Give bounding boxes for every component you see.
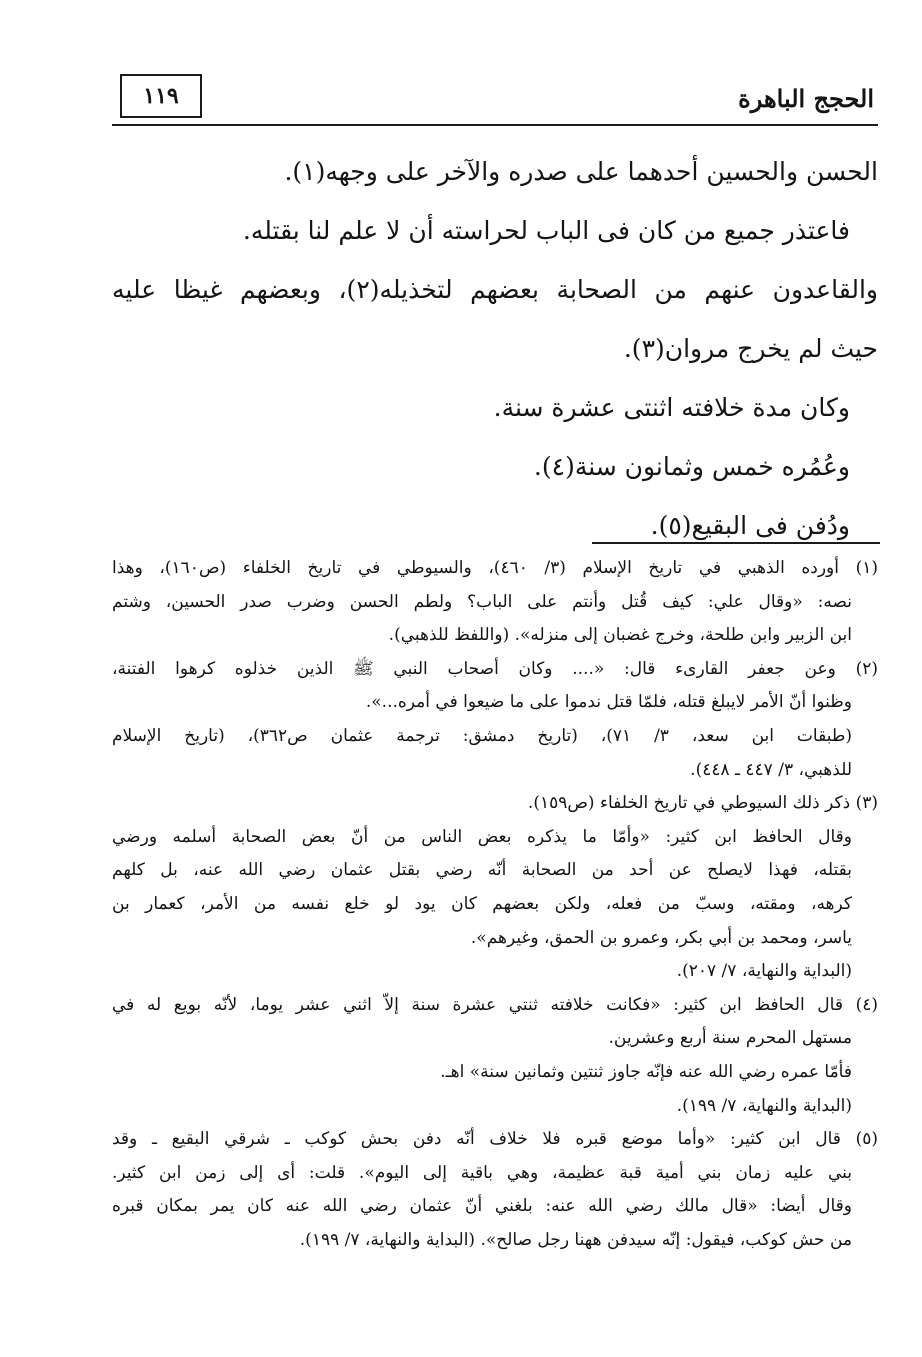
header-rule: [112, 124, 878, 126]
footnote-line: (١) أورده الذهبي في تاريخ الإسلام (٣/ ٤٦٠)، والسيوطي في تاريخ الخلفاء (ص١٦٠)، وهذا: [112, 558, 878, 578]
footnote-line: وقال أيضا: «قال مالك رضي الله عنه: بلغني أنّ عثمان رضي الله عنه كان يمر بمكان قبره: [112, 1196, 852, 1217]
footnote-line: كرهه، ومقته، وسبّ من فعله، ولكن بعضهم كان يود لو خلع نفسه من الأمر، كعمار بن: [112, 893, 852, 914]
footnote-separator: [592, 542, 880, 544]
footnote-line: مستهل المحرم سنة أربع وعشرين.: [608, 1028, 852, 1049]
footnote-line: (٢) وعن جعفر القارىء قال: «.... وكان أصحاب النبي ﷺ الذين خذلوه كرهوا الفتنة،: [112, 658, 878, 679]
footnote-line: (البداية والنهاية، ٧/ ٢٠٧).: [676, 961, 852, 982]
footnote-line: من حش كوكب، فيقول: إنّه سيدفن ههنا رجل صالح». (البداية والنهاية، ٧/ ١٩٩).: [299, 1229, 852, 1250]
footnote-line: بقتله، فهذا لايصلح عن أحد من الصحابة أنّه رضي بقتل عثمان رضي الله عنه، بل كلهم: [112, 860, 852, 881]
main-line: فاعتذر جميع من كان فى الباب لحراسته أن لا علم لنا بقتله.: [242, 216, 850, 245]
main-text: [112, 142, 878, 555]
page-header: [112, 70, 878, 126]
footnotes: [112, 552, 878, 1257]
main-line: والقاعدون عنهم من الصحابة بعضهم لتخذيله(٢)، وبعضهم غيظا عليه: [112, 275, 878, 304]
footnote-line: وقال الحافظ ابن كثير: «وأمّا ما يذكره بعض الناس من أنّ بعض الصحابة أسلمه ورضي: [112, 826, 852, 847]
running-title: الحجج الباهرة: [738, 84, 874, 113]
footnote-line: (٥) قال ابن كثير: «وأما موضع قبره فلا خلاف أنّه دفن بحش كوكب ـ شرقي البقيع ـ وقد: [112, 1129, 878, 1150]
main-line: حيث لم يخرج مروان(٣).: [623, 334, 878, 363]
footnote-line: فأمّا عمره رضي الله عنه فإنّه جاوز ثنتين وثمانين سنة» اهـ.: [440, 1061, 852, 1082]
main-line: ودُفن فى البقيع(٥).: [650, 511, 850, 540]
footnote-line: (طبقات ابن سعد، ٣/ ٧١)، (تاريخ دمشق: ترجمة عثمان ص٣٦٢)، (تاريخ الإسلام: [112, 725, 852, 746]
footnote-line: (٤) قال الحافظ ابن كثير: «فكانت خلافته ثنتي عشرة سنة إلاّ اثني عشر يوما، لأنّه بويع له في: [112, 994, 878, 1015]
footnote-line: ابن الزبير وابن طلحة، وخرج غضبان إلى منزله». (واللفظ للذهبي).: [388, 625, 852, 646]
footnote-line: للذهبي، ٣/ ٤٤٧ ـ ٤٤٨).: [690, 759, 852, 780]
page-number: ١١٩: [120, 74, 202, 118]
main-line: الحسن والحسين أحدهما على صدره والآخر على وجهه(١).: [284, 157, 878, 186]
footnote-line: (٣) ذكر ذلك السيوطي في تاريخ الخلفاء (ص١٥٩).: [527, 793, 878, 814]
main-line: وكان مدة خلافته اثنتى عشرة سنة.: [493, 393, 850, 422]
main-line: وعُمُره خمس وثمانون سنة(٤).: [533, 452, 850, 481]
footnote-line: وظنوا أنّ الأمر لايبلغ قتله، فلمّا قتل ندموا على ما ضيعوا في أمره...».: [365, 692, 852, 713]
footnote-line: ياسر، ومحمد بن أبي بكر، وعمرو بن الحمق، وغيرهم».: [470, 927, 852, 948]
footnote-line: (البداية والنهاية، ٧/ ١٩٩).: [676, 1095, 852, 1116]
footnote-line: نصه: «وقال علي: كيف قُتل وأنتم على الباب؟ ولطم الحسن وضرب صدر الحسين، وشتم: [112, 591, 852, 612]
footnote-line: بني عليه زمان بني أمية قبة عظيمة، وهي باقية إلى اليوم». قلت: أى إلى زمن ابن كثير.: [112, 1162, 852, 1183]
